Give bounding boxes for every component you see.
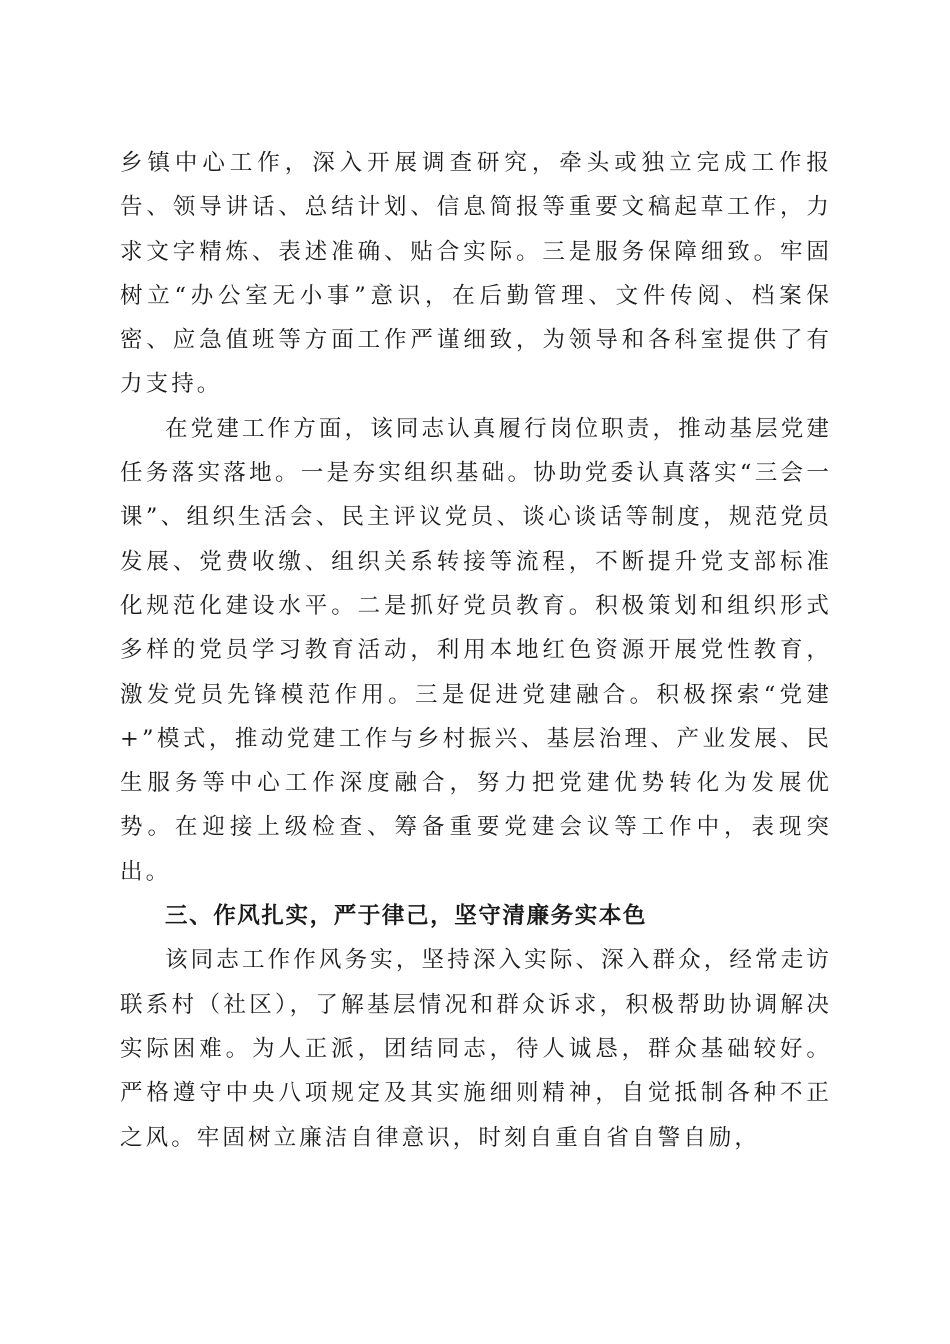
paragraph-party-building: 在党建工作方面，该同志认真履行岗位职责，推动基层党建任务落实落地。一是夯实组织基础。协助党委认真落实“三会一课”、组织生活会、民主评议党员、谈心谈话等制度，规范党员发展、党费收缴、组织关系转接等流程，不断提升党支部标准化规范化建设水平。二是抓好党员教育。积极策划和组织形式多样的党员学习教育活动，利用本地红色资源开展党性教育，激发党员先锋模范作用。三是促进党建融合。积极探索“党建+”模式，推动党建工作与乡村振兴、基层治理、产业发展、民生服务等中心工作深度融合，努力把党建优势转化为发展优势。在迎接上级检查、筹备重要党建会议等工作中，表现突出。 — [120, 415, 832, 885]
document-body — [120, 141, 832, 1160]
paragraph-continuation: 乡镇中心工作，深入开展调查研究，牵头或独立完成工作报告、领导讲话、总结计划、信息简报等重要文稿起草工作，力求文字精炼、表述准确、贴合实际。三是服务保障细致。牢固树立“办公室无小事”意识，在后勤管理、文件传阅、档案保密、应急值班等方面工作严谨细致，为领导和各科室提供了有力支持。 — [120, 150, 832, 398]
section-heading: 三、作风扎实，严于律己，坚守清廉务实本色 — [165, 903, 648, 930]
paragraph-work-style: 该同志工作作风务实，坚持深入实际、深入群众，经常走访联系村（社区），了解基层情况和群众诉求，积极帮助协调解决实际困难。为人正派，团结同志，待人诚恳，群众基础较好。严格遵守中央八项规定及其实施细则精神，自觉抵制各种不正之风。牢固树立廉洁自律意识，时刻自重自省自警自励， — [120, 947, 832, 1151]
